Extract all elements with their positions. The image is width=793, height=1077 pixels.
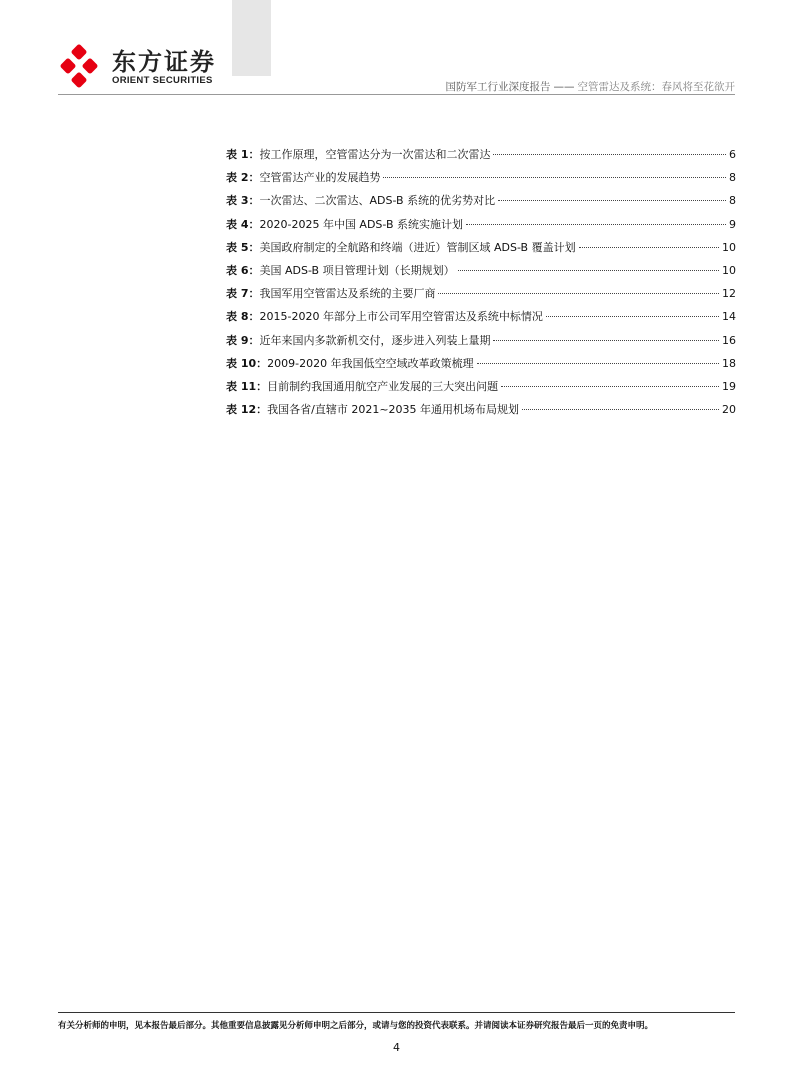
brand-logo (60, 44, 220, 90)
toc-leader-dots (498, 200, 726, 201)
toc-leader-dots (579, 247, 719, 248)
toc-leader-dots (522, 409, 719, 410)
toc-item-label: 表 6： (226, 263, 260, 277)
toc-item-title: 美国政府制定的全航路和终端（进近）管制区域 ADS-B 覆盖计划 (259, 240, 576, 254)
toc-item-label: 表 11： (226, 379, 268, 393)
toc-item-page: 8 (729, 194, 736, 208)
toc-leader-dots (493, 154, 726, 155)
toc-item[interactable] (226, 239, 736, 262)
footer-divider (58, 1012, 735, 1013)
toc-item-page: 18 (722, 356, 736, 370)
toc-item-label: 表 4： (226, 217, 260, 231)
toc-item[interactable] (226, 192, 736, 215)
toc-item-page: 10 (722, 240, 736, 254)
toc-item-title: 按工作原理，空管雷达分为一次雷达和二次雷达 (259, 148, 491, 161)
toc-item[interactable] (226, 308, 736, 331)
toc-leader-dots (438, 293, 719, 294)
toc-item-page: 16 (722, 333, 736, 347)
toc-item-title: 2020-2025 年中国 ADS-B 系统实施计划 (259, 217, 464, 231)
toc-leader-dots (458, 270, 719, 271)
toc-leader-dots (383, 177, 726, 178)
toc-item-page: 9 (729, 217, 736, 231)
toc-item-title: 2015-2020 年部分上市公司军用空管雷达及系统中标情况 (259, 310, 543, 324)
toc-leader-dots (493, 340, 719, 341)
toc-leader-dots (546, 316, 719, 317)
brand-name-en: ORIENT SECURITIES (112, 75, 213, 86)
toc-item-label: 表 12： (226, 403, 268, 417)
footer-disclaimer: 有关分析师的申明，见本报告最后部分。其他重要信息披露见分析师申明之后部分，或请与您的投资代表联系。并请阅读本证券研究报告最后一页的免责申明。 (58, 1021, 654, 1031)
report-type: 国防军工行业深度报告 (445, 81, 551, 93)
toc-item[interactable] (226, 285, 736, 308)
toc-item-page: 14 (722, 310, 736, 324)
toc-item-page: 20 (722, 403, 736, 417)
toc-item-label: 表 2： (226, 171, 260, 185)
toc-item[interactable] (226, 401, 736, 424)
toc-item-title: 近年来国内多款新机交付，逐步进入列装上量期 (259, 333, 491, 347)
table-of-tables (226, 146, 736, 424)
page-number: 4 (393, 1041, 400, 1054)
toc-item[interactable] (226, 169, 736, 192)
toc-item-title: 美国 ADS-B 项目管理计划（长期规划） (259, 263, 455, 277)
toc-item-page: 8 (729, 171, 736, 185)
orient-securities-logo-icon (60, 44, 104, 88)
toc-item-title: 我国各省/直辖市 2021~2035 年通用机场布局规划 (267, 403, 520, 417)
toc-item-page: 10 (722, 263, 736, 277)
brand-name-cn: 东方证券 (112, 48, 216, 76)
toc-item-label: 表 9： (226, 333, 260, 347)
toc-leader-dots (466, 224, 726, 225)
toc-item[interactable] (226, 378, 736, 401)
header-gray-tab (232, 0, 271, 76)
toc-item-label: 表 10： (226, 356, 268, 370)
toc-item-label: 表 1： (226, 148, 260, 161)
toc-item[interactable] (226, 332, 736, 355)
toc-item[interactable] (226, 146, 736, 169)
toc-item-page: 6 (729, 148, 736, 161)
toc-item-title: 空管雷达产业的发展趋势 (259, 171, 381, 185)
header-separator: —— (553, 81, 575, 93)
toc-leader-dots (477, 363, 719, 364)
toc-item[interactable] (226, 216, 736, 239)
toc-item[interactable] (226, 355, 736, 378)
toc-item-label: 表 8： (226, 310, 260, 324)
toc-item-label: 表 5： (226, 240, 260, 254)
toc-item-page: 12 (722, 287, 736, 301)
toc-item-title: 目前制约我国通用航空产业发展的三大突出问题 (267, 379, 499, 393)
toc-item-title: 2009-2020 年我国低空空域改革政策梳理 (267, 356, 474, 370)
header-divider (58, 94, 735, 95)
report-title: 空管雷达及系统：春风将至花欲开 (577, 81, 735, 93)
toc-item-label: 表 3： (226, 194, 260, 208)
toc-item-title: 我国军用空管雷达及系统的主要厂商 (259, 287, 436, 301)
toc-item[interactable] (226, 262, 736, 285)
toc-item-page: 19 (722, 379, 736, 393)
report-header (446, 79, 736, 94)
toc-item-title: 一次雷达、二次雷达、ADS-B 系统的优劣势对比 (259, 194, 496, 208)
toc-item-label: 表 7： (226, 287, 260, 301)
toc-leader-dots (501, 386, 719, 387)
